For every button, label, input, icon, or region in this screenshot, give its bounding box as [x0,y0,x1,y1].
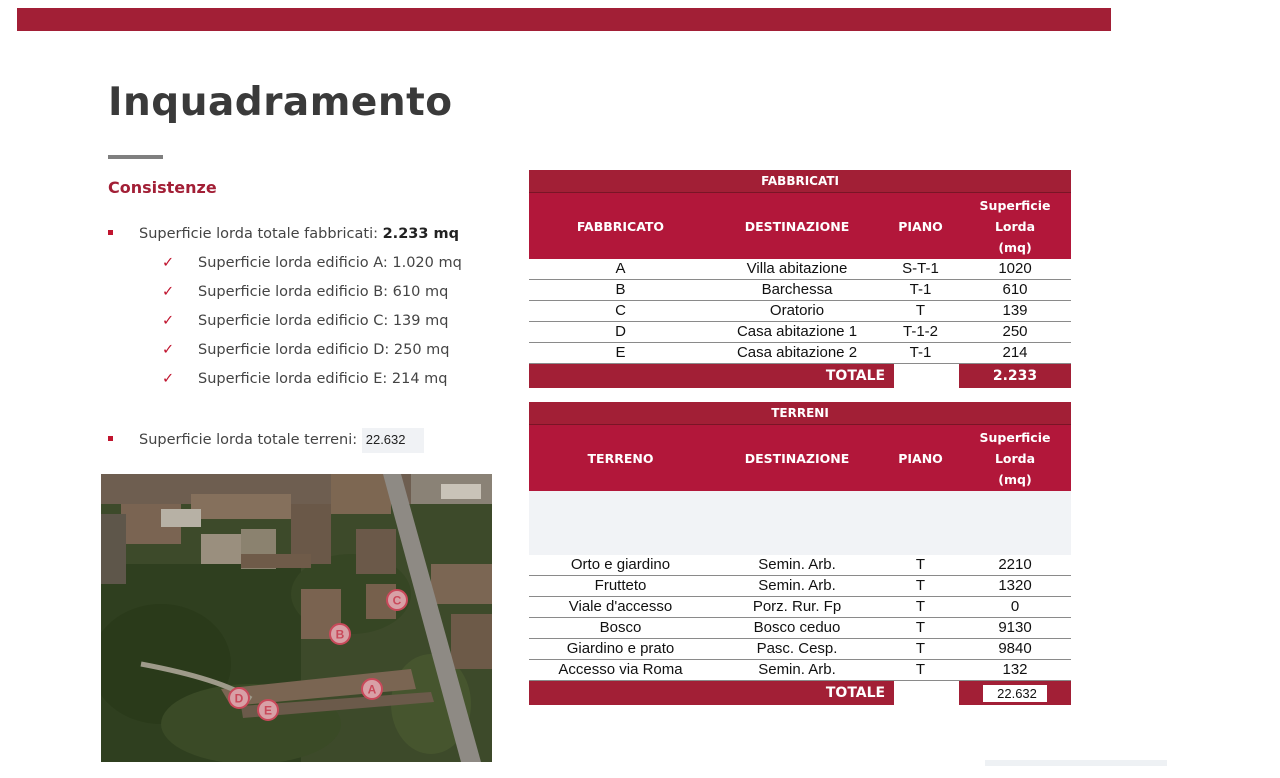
table-cell: 1320 [959,576,1071,597]
blank-row [529,491,1071,555]
bullet-square-icon [108,436,113,441]
fabbricati-total-row [529,364,1071,389]
table-cell: T [882,555,959,576]
table-cell: T [882,597,959,618]
check-item-text: Superficie lorda edificio D: 250 mq [198,342,450,358]
table-row [529,576,1071,597]
terreni-table [529,402,1071,705]
table-cell: T [882,301,959,322]
table-cell: 250 [959,322,1071,343]
section-subtitle: Consistenze [108,178,217,197]
fabbricati-table [529,170,1071,388]
col-header-superficie [959,193,1071,260]
table-cell: Viale d'accesso [529,597,712,618]
check-item [162,313,448,329]
table-cell [529,681,712,706]
table-cell: 214 [959,343,1071,364]
check-icon: ✓ [162,313,175,329]
table-cell [529,364,712,389]
table-cell: 9840 [959,639,1071,660]
table-row [529,301,1071,322]
table-cell: Orto e giardino [529,555,712,576]
table-cell: A [529,259,712,280]
map-marker-e [258,700,278,720]
table-cell: T [882,639,959,660]
table-cell: 132 [959,660,1071,681]
check-icon: ✓ [162,371,175,387]
map-marker-a [362,679,382,699]
col-header-superficie-l3: (mq) [998,471,1032,487]
col-header-superficie-l3: (mq) [998,239,1032,255]
table-cell: 2210 [959,555,1071,576]
aerial-map [101,474,492,762]
table-cell: Accesso via Roma [529,660,712,681]
check-icon: ✓ [162,342,175,358]
table-cell: Oratorio [712,301,882,322]
table-cell: D [529,322,712,343]
map-marker-c [387,590,407,610]
table-cell: Casa abitazione 1 [712,322,882,343]
table-cell: 9130 [959,618,1071,639]
table-cell: 139 [959,301,1071,322]
svg-text:B: B [335,627,345,642]
page-title: Inquadramento [108,80,453,125]
check-icon: ✓ [162,284,175,300]
table-cell: S-T-1 [882,259,959,280]
table-cell: Bosco ceduo [712,618,882,639]
table-cell: T [882,576,959,597]
terreni-caption: TERRENI [529,402,1071,425]
col-header-terreno: TERRENO [529,425,712,492]
terreni-total-value: 22.632 [362,428,424,453]
col-header-fabbricato: FABBRICATO [529,193,712,260]
table-row [529,618,1071,639]
table-cell: 610 [959,280,1071,301]
check-item [162,371,448,387]
table-cell: Semin. Arb. [712,576,882,597]
col-header-piano: PIANO [882,193,959,260]
col-header-superficie-l1: Superficie [979,429,1051,445]
table-cell: T-1 [882,343,959,364]
bullet-fabbricati-value: 2.233 mq [382,226,459,242]
table-cell: B [529,280,712,301]
check-item-text: Superficie lorda edificio E: 214 mq [198,371,448,387]
col-header-superficie [959,425,1071,492]
table-row [529,259,1071,280]
table-row [529,597,1071,618]
table-cell: T [882,660,959,681]
map-markers [101,474,492,762]
col-header-superficie-l1: Superficie [979,197,1051,213]
terreni-total-label: TOTALE [817,681,894,706]
svg-text:D: D [234,691,244,706]
col-header-destinazione: DESTINAZIONE [712,425,882,492]
check-item-text: Superficie lorda edificio B: 610 mq [198,284,449,300]
bullet-fabbricati-label: Superficie lorda totale fabbricati: [139,226,383,242]
svg-text:C: C [392,593,402,608]
table-cell: Villa abitazione [712,259,882,280]
col-header-superficie-l2: Lorda [994,218,1036,234]
table-cell [959,681,1071,706]
table-cell: Semin. Arb. [712,660,882,681]
table-cell: Giardino e prato [529,639,712,660]
table-cell: Porz. Rur. Fp [712,597,882,618]
table-cell: T-1-2 [882,322,959,343]
table-cell: Frutteto [529,576,712,597]
title-underline [108,155,163,159]
table-cell: 1020 [959,259,1071,280]
check-icon: ✓ [162,255,175,271]
table-cell: T [882,618,959,639]
table-cell: Bosco [529,618,712,639]
check-item-text: Superficie lorda edificio A: 1.020 mq [198,255,462,271]
bullet-square-icon [108,230,113,235]
fabbricati-total-value: 2.233 [959,364,1071,389]
bullet-terreni [108,428,424,453]
table-row [529,639,1071,660]
check-item [162,255,462,271]
terreni-total-value: 22.632 [983,685,1047,702]
table-cell: Pasc. Cesp. [712,639,882,660]
map-marker-b [330,624,350,644]
map-marker-d [229,688,249,708]
bullet-terreni-label: Superficie lorda totale terreni: [139,432,362,448]
svg-text:E: E [263,703,273,718]
col-header-piano: PIANO [882,425,959,492]
bullet-fabbricati [108,226,459,242]
table-cell: Barchessa [712,280,882,301]
table-row [529,343,1071,364]
table-cell: T-1 [882,280,959,301]
table-row [529,280,1071,301]
table-row [529,555,1071,576]
check-item [162,342,450,358]
table-row [529,660,1071,681]
table-row [529,322,1071,343]
table-cell: 0 [959,597,1071,618]
check-item [162,284,448,300]
fabbricati-caption: FABBRICATI [529,170,1071,193]
decorative-fragment [985,760,1167,766]
table-cell: Semin. Arb. [712,555,882,576]
table-cell: E [529,343,712,364]
svg-text:A: A [367,682,377,697]
col-header-destinazione: DESTINAZIONE [712,193,882,260]
terreni-total-row [529,681,1071,706]
top-accent-bar [17,8,1111,31]
check-item-text: Superficie lorda edificio C: 139 mq [198,313,449,329]
table-cell [529,491,1071,555]
table-cell: Casa abitazione 2 [712,343,882,364]
fabbricati-total-label: TOTALE [817,364,894,389]
table-cell: C [529,301,712,322]
col-header-superficie-l2: Lorda [994,450,1036,466]
